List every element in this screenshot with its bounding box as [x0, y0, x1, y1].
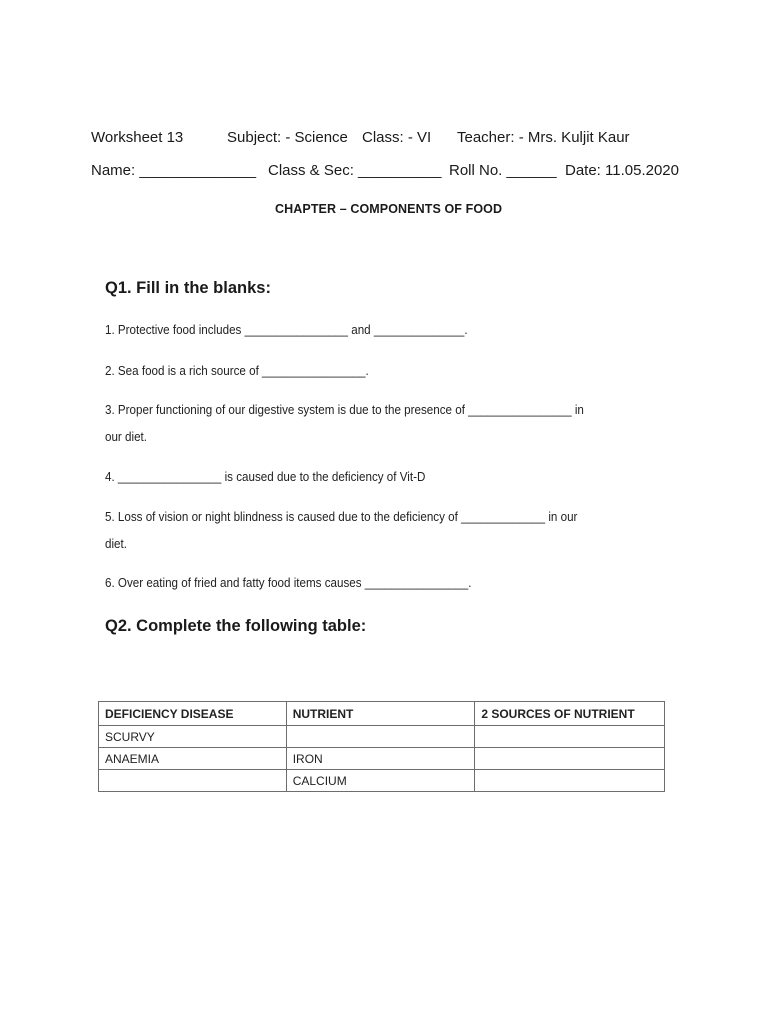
- q1-item-3-cont: our diet.: [105, 430, 148, 444]
- name-field: Name: ______________: [91, 162, 257, 179]
- table-cell: IRON: [286, 748, 475, 770]
- worksheet-number: Worksheet 13: [91, 129, 184, 146]
- table-cell: ANAEMIA: [99, 748, 287, 770]
- class-sec-field: Class & Sec: __________: [268, 162, 442, 179]
- q2-heading: Q2. Complete the following table:: [105, 617, 367, 635]
- table-cell: [286, 726, 475, 748]
- table-cell: [475, 748, 665, 770]
- roll-no-field: Roll No. ______: [449, 162, 557, 179]
- table-row: [99, 726, 665, 748]
- date-label: Date: 11.05.2020: [565, 162, 679, 179]
- table-cell: [475, 726, 665, 748]
- q1-heading: Q1. Fill in the blanks:: [105, 279, 271, 297]
- class-label: Class: - VI: [362, 129, 432, 146]
- table-row: [99, 770, 665, 792]
- q1-item-6: 6. Over eating of fried and fatty food items causes ________________.: [105, 576, 472, 590]
- teacher-label: Teacher: - Mrs. Kuljit Kaur: [457, 129, 630, 146]
- table-row: [99, 748, 665, 770]
- deficiency-table: [98, 701, 665, 792]
- header-deficiency-disease: DEFICIENCY DISEASE: [99, 702, 287, 726]
- header-sources: 2 SOURCES OF NUTRIENT: [475, 702, 665, 726]
- table-cell: CALCIUM: [286, 770, 475, 792]
- header-nutrient: NUTRIENT: [286, 702, 475, 726]
- q1-item-5: 5. Loss of vision or night blindness is caused due to the deficiency of _____________ in our: [105, 510, 578, 524]
- table-header-row: [99, 702, 665, 726]
- q1-item-1: 1. Protective food includes ________________ and ______________.: [105, 323, 468, 337]
- subject-label: Subject: - Science: [227, 129, 348, 146]
- q1-item-5-cont: diet.: [105, 537, 127, 551]
- table-cell: [99, 770, 287, 792]
- chapter-title: CHAPTER – COMPONENTS OF FOOD: [275, 202, 503, 216]
- q1-item-4: 4. ________________ is caused due to the deficiency of Vit-D: [105, 470, 426, 484]
- q1-item-2: 2. Sea food is a rich source of ________________.: [105, 364, 369, 378]
- table-cell: [475, 770, 665, 792]
- table-cell: SCURVY: [99, 726, 287, 748]
- q1-item-3: 3. Proper functioning of our digestive system is due to the presence of ________________ in: [105, 403, 584, 417]
